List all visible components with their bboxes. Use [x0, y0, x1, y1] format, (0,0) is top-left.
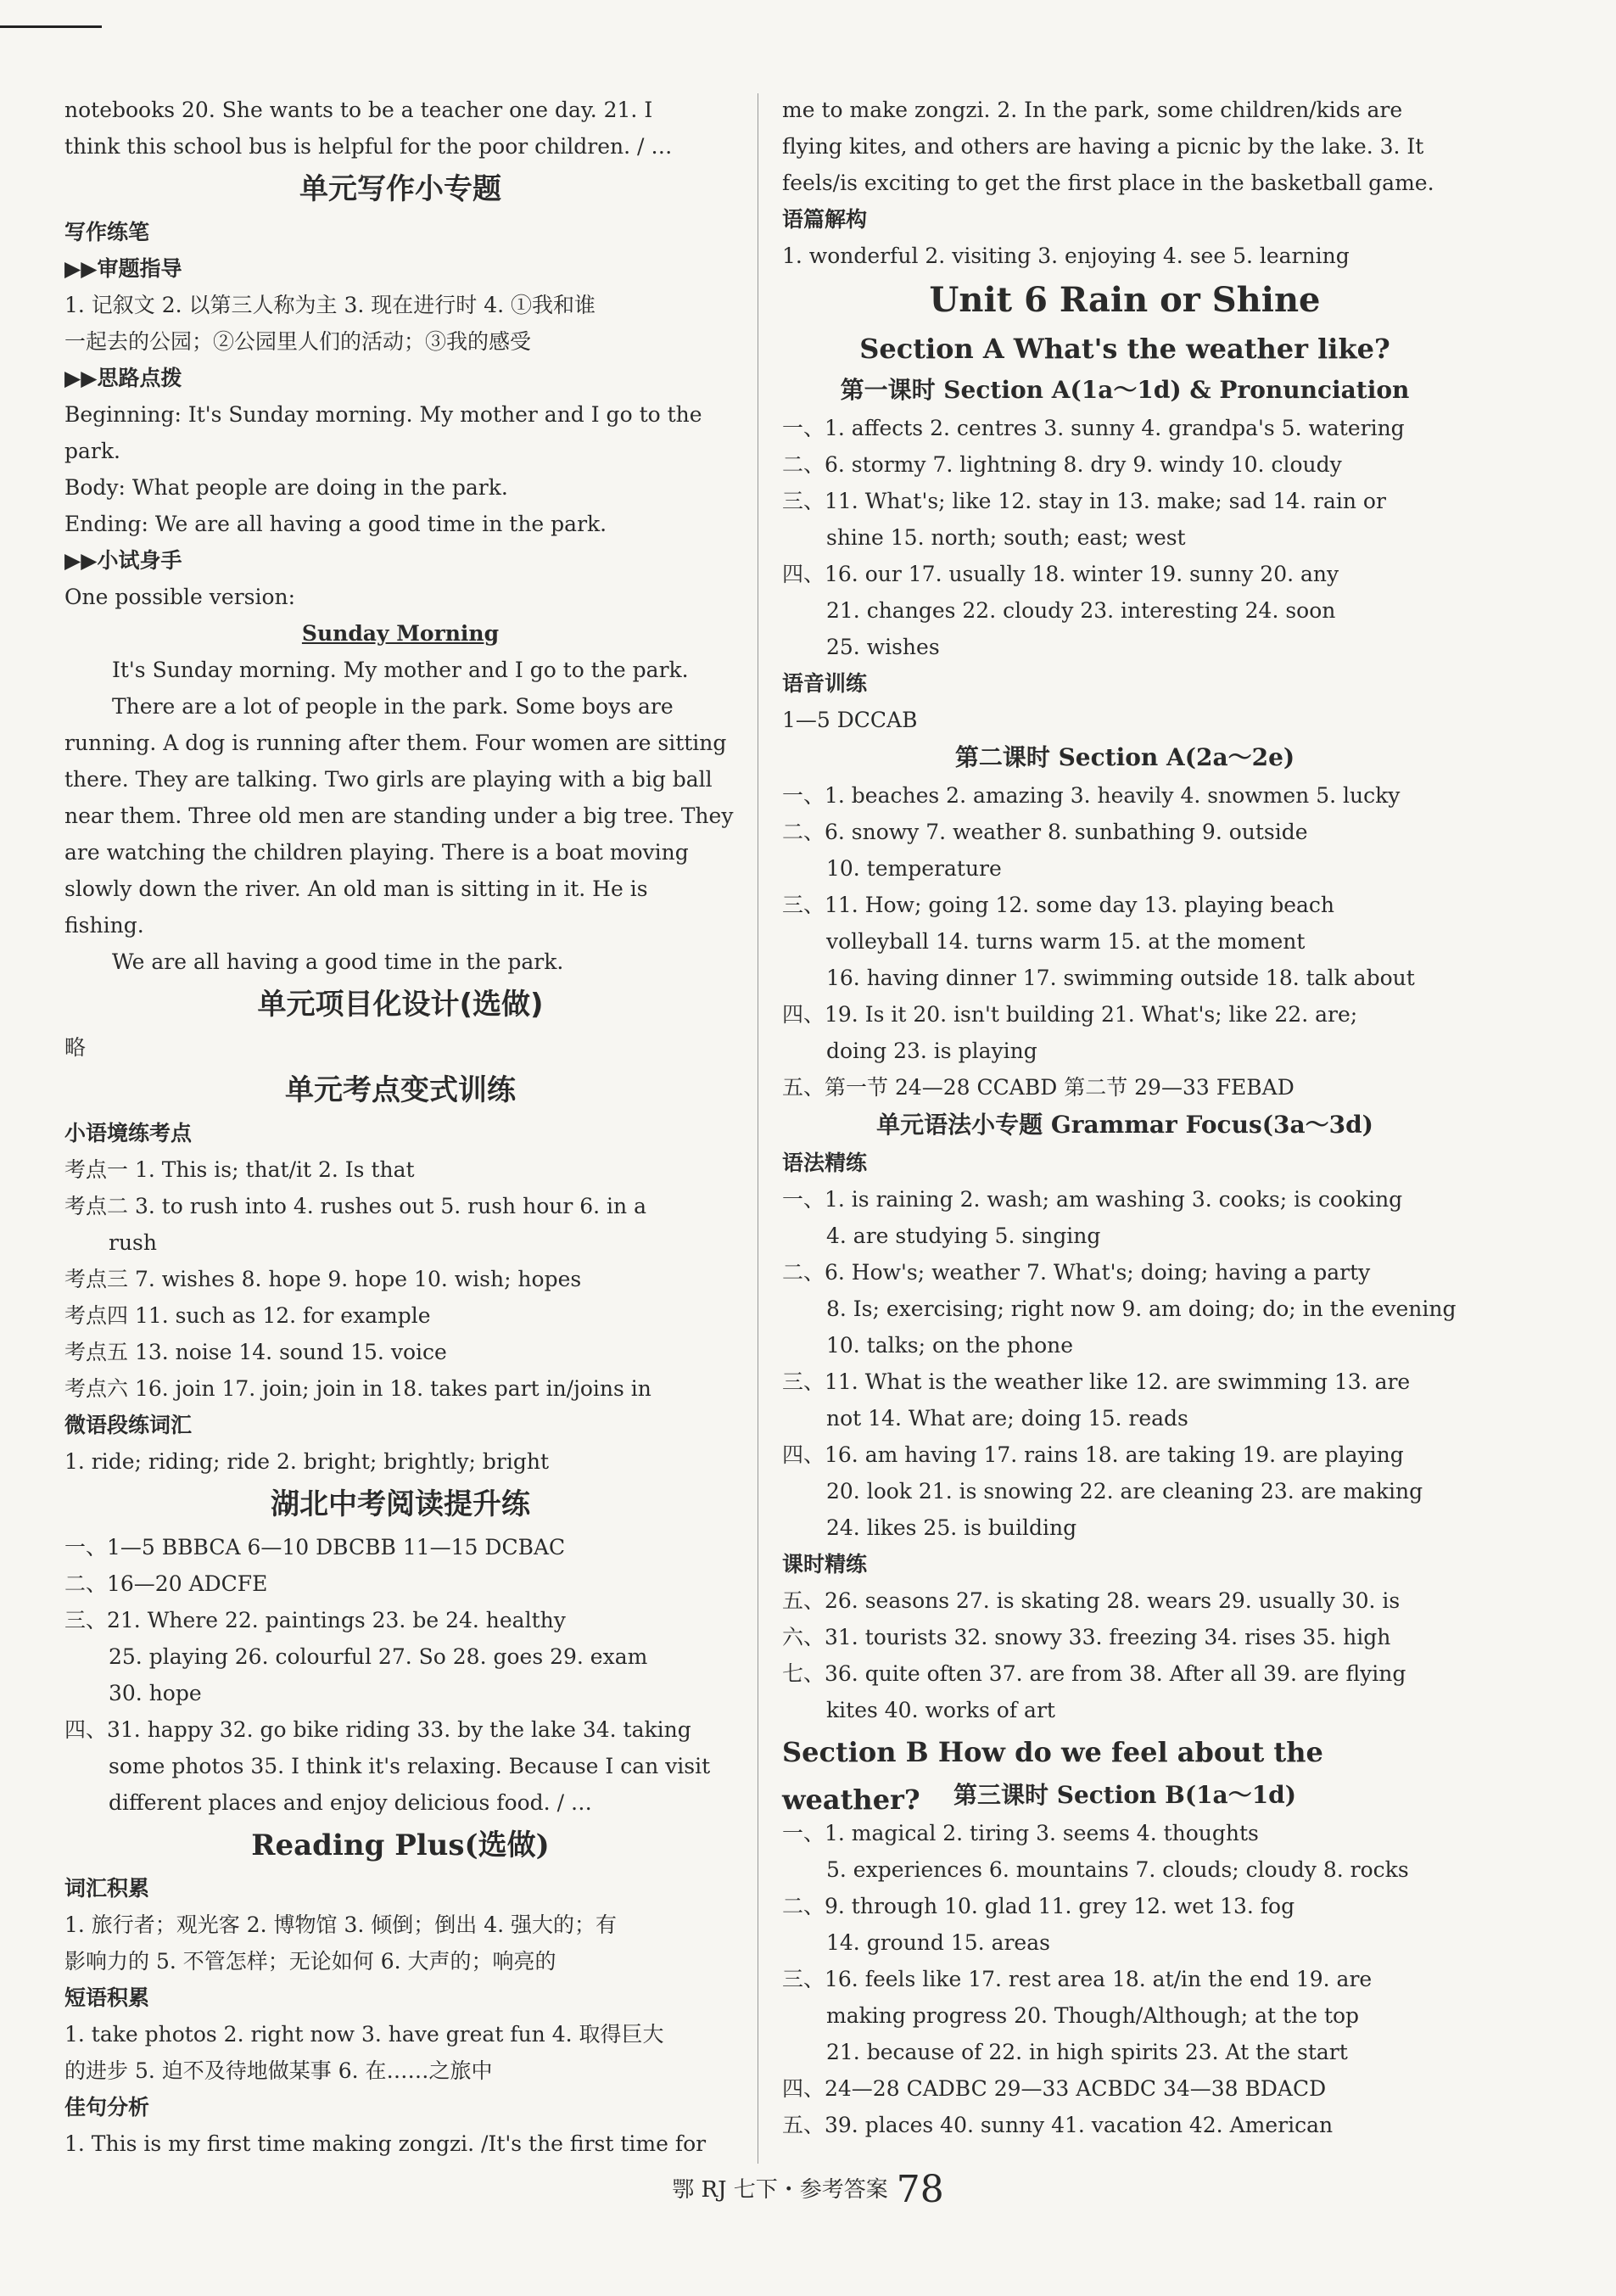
answer-line-indent: 20. look 21. is snowing 22. are cleaning 23. are making [826, 1479, 1423, 1504]
answer-line-indent: some photos 35. I think it's relaxing. Because I can visit [109, 1754, 711, 1778]
lesson-title: 第二课时 Section A(2a～2e) [954, 743, 1295, 771]
answer-line: 1. take photos 2. right now 3. have great fun 4. 取得巨大 [64, 2022, 664, 2047]
answer-line: 的进步 5. 迫不及待地做某事 6. 在……之旅中 [64, 2058, 493, 2083]
answer-line: Beginning: It's Sunday morning. My mother and I go to the [64, 402, 702, 427]
answer-line-indent: 10. talks; on the phone [826, 1333, 1074, 1358]
lesson-title: 单元语法小专题 Grammar Focus(3a～3d) [876, 1111, 1373, 1139]
answer-line-indent: 8. Is; exercising; right now 9. am doing; do; in the evening [826, 1296, 1457, 1321]
subheading: 微语段练词汇 [64, 1413, 193, 1437]
subheading: 词汇积累 [64, 1876, 150, 1901]
answer-line-indent: 25. wishes [826, 635, 940, 659]
answer-line: 四、31. happy 32. go bike riding 33. by the lake 34. taking [64, 1717, 691, 1742]
lesson-title: 第三课时 Section B(1a～1d) [953, 1781, 1297, 1809]
subheading: 语法精练 [782, 1151, 868, 1175]
answer-line: 二、6. How's; weather 7. What's; doing; having a party [782, 1260, 1371, 1285]
answer-line: 三、11. How; going 12. some day 13. playing beach [782, 893, 1335, 917]
answer-line-indent: 4. are studying 5. singing [826, 1224, 1101, 1248]
answer-line-indent: 25. playing 26. colourful 27. So 28. goes 29. exam [109, 1644, 648, 1669]
answer-line: 六、31. tourists 32. snowy 33. freezing 34. rises 35. high [782, 1625, 1391, 1649]
answer-line: park. [64, 439, 120, 463]
answer-line-indent: 24. likes 25. is building [826, 1515, 1077, 1540]
answer-line: Ending: We are all having a good time in the park. [64, 512, 607, 536]
answer-line: near them. Three old men are standing under a big tree. They [64, 804, 734, 828]
answer-line-indent: 16. having dinner 17. swimming outside 18. talk about [826, 966, 1415, 990]
answer-line-indent: 21. changes 22. cloudy 23. interesting 24. soon [826, 598, 1336, 623]
answer-line-indent: rush [109, 1230, 157, 1255]
answer-line: 1—5 DCCAB [782, 708, 918, 732]
subheading: ▶▶思路点拨 [64, 366, 182, 390]
answer-line-indent: 10. temperature [826, 856, 1002, 881]
answer-line: 二、9. through 10. glad 11. grey 12. wet 13. fog [782, 1894, 1295, 1918]
answer-line: 四、19. Is it 20. isn't building 21. What's; like 22. are; [782, 1002, 1358, 1027]
answer-line: 影响力的 5. 不管怎样；无论如何 6. 大声的；响亮的 [64, 1949, 556, 1974]
answer-line: slowly down the river. An old man is sitting in it. He is [64, 876, 648, 901]
answer-line-indent: different places and enjoy delicious food. / … [109, 1790, 592, 1815]
answer-line: 五、第一节 24—28 CCABD 第二节 29—33 FEBAD [782, 1075, 1294, 1100]
section-title: Section A What's the weather like? [859, 333, 1390, 365]
answer-line: running. A dog is running after them. Four women are sitting [64, 731, 727, 755]
answer-line-indent: kites 40. works of art [826, 1698, 1055, 1722]
answer-line: are watching the children playing. There is a boat moving [64, 840, 689, 865]
answer-line: 三、16. feels like 17. rest area 18. at/in the end 19. are [782, 1967, 1373, 1991]
answer-line: 1. wonderful 2. visiting 3. enjoying 4. see 5. learning [782, 244, 1350, 268]
answer-line: 五、26. seasons 27. is skating 28. wears 29. usually 30. is [782, 1588, 1401, 1613]
section-heading: 湖北中考阅读提升练 [271, 1487, 530, 1521]
answer-line: 二、16—20 ADCFE [64, 1571, 268, 1596]
answer-line: Body: What people are doing in the park. [64, 475, 508, 500]
answer-line: 一、1. beaches 2. amazing 3. heavily 4. snowmen 5. lucky [782, 783, 1401, 808]
subheading: ▶▶审题指导 [64, 256, 182, 281]
essay-paragraph-line: There are a lot of people in the park. Some boys are [112, 694, 674, 719]
answer-line: there. They are talking. Two girls are playing with a big ball [64, 767, 713, 792]
answer-line-indent: making progress 20. Though/Although; at the top [826, 2003, 1360, 2028]
section-heading: 单元考点变式训练 [285, 1073, 516, 1107]
answer-line: 1. 旅行者；观光客 2. 博物馆 3. 倾倒；倒出 4. 强大的；有 [64, 1912, 618, 1937]
answer-line: 考点五 13. noise 14. sound 15. voice [64, 1340, 447, 1364]
section-title: Section B How do we feel about the weather? [782, 1736, 1323, 1816]
answer-line: 四、16. our 17. usually 18. winter 19. sunny 20. any [782, 562, 1339, 586]
answer-line: notebooks 20. She wants to be a teacher one day. 21. I [64, 98, 653, 122]
answer-line: 二、6. stormy 7. lightning 8. dry 9. windy 10. cloudy [782, 452, 1342, 477]
answer-line-indent: not 14. What are; doing 15. reads [826, 1406, 1188, 1431]
subheading: 佳句分析 [64, 2095, 150, 2120]
answer-line: 考点一 1. This is; that/it 2. Is that [64, 1157, 415, 1182]
section-heading: Reading Plus(选做) [251, 1828, 550, 1862]
answer-line: feels/is exciting to get the first place in the basketball game. [782, 171, 1434, 195]
subheading: 小语境练考点 [64, 1121, 193, 1145]
page-number: 78 [896, 2168, 944, 2211]
answer-line: One possible version: [64, 585, 296, 609]
answer-line: 一、1. is raining 2. wash; am washing 3. cooks; is cooking [782, 1187, 1403, 1212]
answer-line-indent: 30. hope [109, 1681, 202, 1705]
answer-line: 四、24—28 CADBC 29—33 ACBDC 34—38 BDACD [782, 2076, 1327, 2101]
answer-line: 1. ride; riding; ride 2. bright; brightly; bright [64, 1449, 549, 1474]
answer-line: fishing. [64, 913, 144, 938]
right-column [782, 92, 1468, 2143]
subheading: 短语积累 [64, 1985, 150, 2010]
answer-line: 三、11. What is the weather like 12. are swimming 13. are [782, 1369, 1411, 1394]
lesson-title: 第一课时 Section A(1a～1d) & Pronunciation [840, 376, 1410, 404]
answer-line: 考点三 7. wishes 8. hope 9. hope 10. wish; hopes [64, 1267, 582, 1291]
answer-line: 考点二 3. to rush into 4. rushes out 5. rush hour 6. in a [64, 1194, 646, 1218]
answer-line: 略 [64, 1035, 87, 1060]
subheading: ▶▶小试身手 [64, 548, 182, 573]
essay-paragraph-line: It's Sunday morning. My mother and I go to the park. [112, 658, 689, 682]
answer-line-indent: 21. because of 22. in high spirits 23. At the start [826, 2040, 1348, 2064]
answer-line: think this school bus is helpful for the poor children. / … [64, 134, 673, 159]
answer-line: flying kites, and others are having a picnic by the lake. 3. It [782, 134, 1424, 159]
answer-line: 1. 记叙文 2. 以第三人称为主 3. 现在进行时 4. ①我和谁 [64, 293, 596, 317]
section-heading: 单元项目化设计(选做) [257, 988, 544, 1022]
subheading: 写作练笔 [64, 220, 150, 244]
answer-line: 一、1. magical 2. tiring 3. seems 4. thoughts [782, 1821, 1259, 1845]
unit-title: Unit 6 Rain or Shine [929, 280, 1321, 320]
answer-line-indent: 14. ground 15. areas [826, 1930, 1050, 1955]
answer-line: me to make zongzi. 2. In the park, some children/kids are [782, 98, 1403, 122]
answer-line: 二、6. snowy 7. weather 8. sunbathing 9. outside [782, 820, 1308, 844]
left-column [64, 92, 736, 2162]
answer-line: 一、1—5 BBBCA 6—10 DBCBB 11—15 DCBAC [64, 1535, 566, 1560]
section-heading: 单元写作小专题 [299, 172, 501, 206]
page-footer [0, 2168, 1616, 2211]
essay-paragraph-line: We are all having a good time in the park. [112, 949, 564, 974]
answer-line-indent: 5. experiences 6. mountains 7. clouds; cloudy 8. rocks [826, 1857, 1409, 1882]
answer-line: 一、1. affects 2. centres 3. sunny 4. grandpa's 5. watering [782, 416, 1405, 440]
footer-label: 鄂 RJ 七下・参考答案 [672, 2177, 888, 2203]
essay-title: Sunday Morning [301, 621, 500, 646]
answer-line: 1. This is my first time making zongzi. /It's the first time for [64, 2131, 707, 2156]
subheading: 课时精练 [782, 1552, 868, 1576]
answer-line-indent: doing 23. is playing [826, 1039, 1037, 1063]
answer-line: 考点四 11. such as 12. for example [64, 1303, 431, 1328]
answer-line: 一起去的公园；②公园里人们的活动；③我的感受 [64, 329, 532, 354]
subheading: 语音训练 [782, 671, 868, 696]
answer-line: 四、16. am having 17. rains 18. are taking 19. are playing [782, 1442, 1404, 1467]
answer-line: 三、11. What's; like 12. stay in 13. make; sad 14. rain or [782, 489, 1386, 513]
subheading: 语篇解构 [782, 207, 868, 232]
answer-line-indent: volleyball 14. turns warm 15. at the moment [826, 929, 1306, 954]
answer-line: 三、21. Where 22. paintings 23. be 24. healthy [64, 1608, 566, 1632]
answer-line: 考点六 16. join 17. join; join in 18. takes part in/joins in [64, 1376, 651, 1401]
answer-line: 五、39. places 40. sunny 41. vacation 42. American [782, 2113, 1334, 2137]
top-rule [0, 25, 102, 28]
answer-line: 七、36. quite often 37. are from 38. After all 39. are flying [782, 1661, 1406, 1686]
answer-line-indent: shine 15. north; south; east; west [826, 525, 1186, 550]
